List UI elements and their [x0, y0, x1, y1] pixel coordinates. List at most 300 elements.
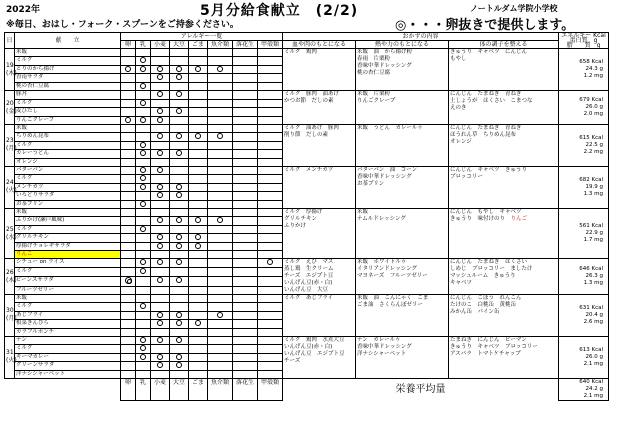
allergen-cell: [189, 362, 208, 371]
day-weekday: (火): [6, 357, 17, 364]
allergen-cell: [121, 345, 136, 354]
allergen-cell: [170, 336, 189, 345]
allergen-cell: [151, 225, 170, 234]
allergen-circle-icon: [157, 277, 163, 283]
allergen-cell: [208, 259, 233, 268]
allergen-cell: [189, 328, 208, 336]
allergen-cell: [189, 259, 208, 268]
dish-name: グリーンサラダ: [15, 362, 121, 371]
day-weekday: (月): [6, 315, 17, 323]
allergen-cell: [233, 125, 258, 133]
okazu-red-text: ミルク 豚肉 油あげ かつお節 だしの素: [284, 91, 339, 104]
allergen-cell: [151, 200, 170, 209]
allergen-cell: [170, 49, 189, 57]
allergen-cell: [170, 259, 189, 268]
allergen-cell: [170, 209, 189, 217]
allergen-cell: [170, 82, 189, 91]
allergen-cell: [208, 192, 233, 201]
allergen-cell: [258, 125, 283, 133]
allergen-cell: [151, 99, 170, 108]
allergen-header-6: 落花生: [233, 41, 258, 49]
okazu-yellow: [356, 336, 449, 378]
allergen-cell: [233, 74, 258, 83]
nutrition-cell: [559, 336, 609, 378]
allergen-circle-icon: [176, 312, 182, 318]
allergen-cell: [121, 150, 136, 159]
dish-name: ビーンズサラダ: [15, 277, 121, 287]
allergen-cell: [189, 192, 208, 201]
allergen-cell: [121, 295, 136, 303]
allergen-cell: [208, 209, 233, 217]
allergen-cell: [233, 166, 258, 175]
nutrition-cell: [559, 209, 609, 259]
okazu-yellow: [356, 259, 449, 295]
okazu-red-text: ミルク あじフライ: [284, 295, 334, 301]
allergen-cell: [233, 303, 258, 312]
allergen-cell: [258, 65, 283, 74]
dish-name: とりのから揚げ: [15, 65, 121, 74]
allergen-cell: [121, 259, 136, 268]
dish-name: グリルチキン: [15, 234, 121, 243]
allergen-cell: [170, 242, 189, 251]
allergen-cell: [208, 133, 233, 142]
nutrition-value: 615 Kcal: [579, 134, 604, 141]
allergen-cell: [258, 345, 283, 354]
allergen-cell: [208, 370, 233, 378]
table-row: [5, 166, 609, 175]
allergen-cell: [121, 320, 136, 329]
allergen-circle-icon: [217, 66, 223, 72]
okazu-green-text: にんじん ごぼう れんこん たけのこ 白桃缶 黄桃缶 みかん缶 パイン缶: [450, 295, 522, 315]
allergen-cell: [151, 125, 170, 133]
allergen-cell: [208, 242, 233, 251]
allergen-cell: [121, 209, 136, 217]
allergen-circle-icon: [157, 234, 163, 240]
allergen-cell: [151, 303, 170, 312]
allergen-header-7: 甲殻類: [258, 41, 283, 49]
allergen-cell: [258, 175, 283, 184]
nutrition-value: 26.0 g: [585, 353, 604, 360]
allergen-cell: [233, 49, 258, 57]
day-date: 20: [6, 99, 14, 107]
allergen-cell: [170, 370, 189, 378]
allergen-cell: [136, 74, 151, 83]
allergen-cell: [121, 91, 136, 100]
allergen-circle-icon: [176, 243, 182, 249]
okazu-yellow-text: 米飯 片栗粉 りんごクレープ: [357, 91, 396, 104]
average-value: 24.2 g: [585, 385, 604, 392]
nutrition-value: 2.6 mg: [583, 318, 604, 325]
day-cell: [5, 295, 15, 337]
allergen-circle-icon: [140, 354, 146, 360]
okazu-green-text: にんじん もやし キャベツ きゅうり 味付けのり: [450, 209, 522, 222]
allergen-cell: [136, 166, 151, 175]
dish-name: オレンジ: [15, 158, 121, 166]
allergen-cell: [170, 108, 189, 117]
menu-header: 献 立: [15, 33, 121, 49]
allergen-circle-icon: [157, 66, 163, 72]
allergen-cell: [170, 91, 189, 100]
okazu-red: [283, 91, 356, 125]
allergen-circle-icon: [157, 259, 163, 265]
allergen-cell: [121, 141, 136, 150]
allergen-cell: [151, 242, 170, 251]
okazu-red-text: ミルク えび マス 蒸し鶏 生クリーム チーズ エジプト豆 いんげん豆(赤・白) いんげん豆 大豆: [284, 259, 334, 293]
allergen-cell: [258, 328, 283, 336]
year-label: 2022年: [6, 5, 41, 15]
allergen-cell: [233, 217, 258, 226]
okazu-yellow: [356, 49, 449, 91]
allergen-cell: [233, 150, 258, 159]
okazu-green: [449, 49, 559, 91]
okazu-green-text: きゅうり キャベツ にんじん もやし: [450, 49, 528, 62]
allergen-cell: [121, 362, 136, 371]
allergen-cell: [208, 234, 233, 243]
okazu-red-header: 血や肉のもとになる: [283, 41, 356, 49]
allergen-cell: [258, 99, 283, 108]
allergen-cell: [121, 370, 136, 378]
allergen-cell: [208, 91, 233, 100]
allergen-circle-icon: [140, 167, 146, 173]
allergen-circle-icon: [176, 150, 182, 156]
allergen-footer-7: 甲殻類: [258, 378, 283, 400]
allergen-cell: [258, 108, 283, 117]
allergen-cell: [151, 141, 170, 150]
allergen-cell: [208, 82, 233, 91]
allergen-header-0: 卵: [121, 41, 136, 49]
allergen-cell: [189, 108, 208, 117]
nutrition-cell: [559, 295, 609, 337]
page-title: 5月分給食献立 (2/2): [200, 3, 359, 19]
allergen-cell: [136, 286, 151, 294]
allergen-cell: [189, 125, 208, 133]
allergen-footer-1: 乳: [136, 378, 151, 400]
allergen-cell: [189, 200, 208, 209]
allergen-circle-icon: [157, 312, 163, 318]
dish-name: 桃の杏仁豆腐: [15, 82, 121, 91]
table-row: [5, 91, 609, 100]
allergen-cell: [121, 251, 136, 259]
allergen-cell: [233, 209, 258, 217]
okazu-red: [283, 49, 356, 91]
egg-free-notice: ◎・・・卵抜きで提供します。: [395, 18, 575, 33]
allergen-cell: [208, 65, 233, 74]
allergen-cell: [233, 141, 258, 150]
allergen-circle-icon: [140, 259, 146, 265]
dish-name: ミルク: [15, 141, 121, 150]
allergen-circle-icon: [217, 217, 223, 223]
nutrition-value: 561 Kcal: [579, 223, 604, 229]
allergen-cell: [233, 133, 258, 142]
dish-name: 米飯: [15, 295, 121, 303]
allergen-cell: [189, 242, 208, 251]
allergen-header-3: 大豆: [170, 41, 189, 49]
nutrition-value: 26.0 g: [585, 104, 604, 110]
allergen-cell: [258, 166, 283, 175]
allergen-cell: [136, 251, 151, 259]
allergen-cell: [233, 65, 258, 74]
allergen-cell: [151, 49, 170, 57]
allergen-cell: [189, 133, 208, 142]
allergen-circle-icon: [140, 175, 146, 181]
allergen-cell: [189, 99, 208, 108]
allergen-circle-icon: [157, 150, 163, 156]
allergen-circle-icon: [176, 320, 182, 326]
allergen-cell: [233, 370, 258, 378]
allergen-cell: [233, 259, 258, 268]
allergen-circle-icon: [157, 91, 163, 97]
allergen-cell: [233, 353, 258, 362]
dish-name: ちりめん昆布: [15, 133, 121, 142]
allergen-circle-icon: [176, 66, 182, 72]
nutrition-value: 679 Kcal: [579, 97, 604, 103]
allergen-cell: [208, 328, 233, 336]
allergen-circle-icon: [140, 150, 146, 156]
allergen-cell: [121, 166, 136, 175]
okazu-green: [449, 259, 559, 295]
allergen-cell: [151, 209, 170, 217]
allergen-cell: [170, 353, 189, 362]
allergen-cell: [208, 200, 233, 209]
allergen-cell: [170, 268, 189, 277]
nutrition-value: 22.9 g: [585, 230, 604, 236]
okazu-red: [283, 209, 356, 259]
allergen-cell: [208, 251, 233, 259]
allergen-cell: [121, 336, 136, 345]
allergen-cell: [208, 158, 233, 166]
allergen-cell: [151, 353, 170, 362]
nutrition-cell: [559, 91, 609, 125]
allergen-cell: [136, 175, 151, 184]
nutrition-cell: [559, 49, 609, 91]
allergen-cell: [151, 259, 170, 268]
allergen-circle-icon: [195, 234, 201, 240]
okazu-group-header: おかずの内容: [283, 33, 559, 41]
allergen-cell: [189, 234, 208, 243]
allergen-cell: [208, 217, 233, 226]
nutrition-value: 1.3 mg: [583, 280, 604, 286]
allergen-cell: [170, 328, 189, 336]
dish-name: シチュー on ライス: [15, 259, 121, 268]
allergen-cell: [170, 345, 189, 354]
allergen-cell: [189, 353, 208, 362]
allergen-cell: [151, 183, 170, 192]
allergen-cell: [170, 125, 189, 133]
allergen-cell: [136, 320, 151, 329]
allergen-cell: [151, 286, 170, 294]
allergen-cell: [121, 49, 136, 57]
allergen-cell: [233, 295, 258, 303]
allergen-cell: [121, 57, 136, 66]
allergen-cell: [189, 65, 208, 74]
allergen-cell: [189, 183, 208, 192]
nutrition-value: 1.2 mg: [583, 73, 604, 79]
allergen-circle-icon: [176, 362, 182, 368]
allergen-cell: [136, 82, 151, 91]
allergen-circle-icon: [140, 57, 146, 63]
allergen-cell: [189, 57, 208, 66]
allergen-cell: [208, 362, 233, 371]
allergen-circle-icon: [157, 192, 163, 198]
allergen-cell: [170, 166, 189, 175]
allergen-cell: [170, 116, 189, 125]
allergen-footer-5: 魚介類: [208, 378, 233, 400]
allergy-group-header: アレルギー一覧: [121, 33, 283, 41]
allergen-circle-icon: [217, 133, 223, 139]
day-header: 日: [5, 33, 15, 49]
allergen-cell: [151, 328, 170, 336]
dish-name: ミルク: [15, 175, 121, 184]
allergen-cell: [233, 200, 258, 209]
day-weekday: (木): [6, 69, 17, 77]
allergen-cell: [136, 370, 151, 378]
allergen-cell: [136, 336, 151, 345]
allergen-cell: [151, 108, 170, 117]
allergen-circle-icon: [176, 192, 182, 198]
allergen-cell: [233, 175, 258, 184]
allergen-cell: [121, 133, 136, 142]
allergen-circle-icon: [140, 142, 146, 148]
allergen-cell: [170, 311, 189, 320]
allergen-cell: [170, 74, 189, 83]
allergen-circle-icon: [176, 277, 182, 283]
allergen-cell: [170, 150, 189, 159]
allergen-cell: [189, 225, 208, 234]
chopsticks-note: ※毎日、おはし・フォーク・スプーンをご持参ください。: [6, 20, 239, 30]
allergen-cell: [136, 277, 151, 287]
day-date: 26: [6, 268, 14, 276]
allergen-cell: [121, 328, 136, 336]
allergen-cell: [170, 183, 189, 192]
allergen-cell: [151, 57, 170, 66]
allergen-cell: [136, 133, 151, 142]
allergen-cell: [136, 259, 151, 268]
allergen-cell: [189, 370, 208, 378]
day-cell: [5, 49, 15, 91]
allergen-cell: [121, 311, 136, 320]
allergen-cell: [121, 175, 136, 184]
dish-name: りんごクレープ: [15, 116, 121, 125]
nutrition-value: 1.7 mg: [583, 237, 604, 243]
okazu-yellow-text: 米飯 油 から揚げ粉 春雨 片栗粉 香味中華ドレッシング 桃の杏仁豆腐: [357, 49, 413, 76]
allergen-cell: [121, 242, 136, 251]
okazu-green-text: にんじん たまねぎ はくさい しめじ ブロッコリー ましたけ マッシュルーム きゅうり キャベツ: [450, 259, 533, 286]
allergen-cell: [136, 57, 151, 66]
okazu-green: [449, 336, 559, 378]
allergen-cell: [121, 225, 136, 234]
okazu-yellow-text: バターパン 油 コーン 香味中華ドレッシング お茶プリン: [357, 166, 418, 187]
allergen-circle-icon: [195, 320, 201, 326]
day-date: 25: [6, 225, 14, 233]
allergen-cell: [189, 74, 208, 83]
allergen-cell: [258, 57, 283, 66]
allergen-circle-icon: [140, 100, 146, 106]
dish-name: フルーツゼリー: [15, 286, 121, 294]
allergen-cell: [151, 192, 170, 201]
allergen-cell: [208, 183, 233, 192]
allergen-cell: [151, 234, 170, 243]
okazu-red-text: ミルク メンチカツ: [284, 166, 334, 173]
okazu-yellow-text: 米飯 ホワイトルゥ イタリアンドレッシング マヨネーズ フルーツゼリー: [357, 259, 428, 279]
day-date: 24: [6, 179, 14, 187]
average-value: 2.1 mg: [583, 392, 604, 399]
allergen-cell: [136, 108, 151, 117]
allergen-cell: [121, 99, 136, 108]
allergen-cell: [136, 49, 151, 57]
allergen-circle-icon: [140, 117, 146, 123]
allergen-circle-icon: [157, 117, 163, 123]
allergen-cell: [121, 268, 136, 277]
allergen-cell: [233, 99, 258, 108]
day-weekday: (火): [6, 187, 17, 195]
allergen-cell: [170, 57, 189, 66]
nutrition-value: 20.4 g: [585, 311, 604, 318]
day-cell: [5, 209, 15, 259]
allergen-cell: [258, 82, 283, 91]
allergen-cell: [170, 295, 189, 303]
allergen-cell: [151, 82, 170, 91]
nutrition-value: 682 Kcal: [579, 176, 604, 183]
allergen-circle-icon: [157, 133, 163, 139]
okazu-yellow-text: 米飯 油 こんにゃく ごま ごま油 さくらんぼゼリー: [357, 295, 429, 308]
allergen-circle-icon: [176, 354, 182, 360]
allergen-cell: [258, 200, 283, 209]
allergen-cell: [170, 200, 189, 209]
allergen-cell: [208, 108, 233, 117]
okazu-green-text: にんじん キャベツ きゅうり ブロッコリー: [450, 166, 528, 180]
allergen-circle-icon: [140, 345, 146, 351]
allergen-cell: [258, 251, 283, 259]
allergen-cell: [233, 336, 258, 345]
okazu-red: [283, 336, 356, 378]
allergen-circle-icon: [176, 337, 182, 343]
okazu-green: [449, 125, 559, 167]
allergen-cell: [208, 303, 233, 312]
allergen-cell: [258, 295, 283, 303]
allergen-cell: [151, 370, 170, 378]
allergen-cell: [258, 141, 283, 150]
allergen-cell: [258, 320, 283, 329]
allergen-cell: [151, 150, 170, 159]
dish-name: 米飯: [15, 209, 121, 217]
allergen-cell: [151, 65, 170, 74]
allergen-footer-3: 大豆: [170, 378, 189, 400]
allergen-cell: [151, 91, 170, 100]
dish-name: ミルク: [15, 225, 121, 234]
allergen-cell: [258, 268, 283, 277]
okazu-red-text: ミルク 鶏肉: [284, 49, 317, 55]
okazu-green: [449, 209, 559, 259]
school-name: ノートルダム学院小学校: [470, 4, 558, 13]
okazu-red-text: ミルク 厚揚げ グリルチキン ふりかけ: [284, 209, 323, 229]
allergen-cell: [136, 141, 151, 150]
allergen-cell: [136, 242, 151, 251]
allergen-cell: [208, 336, 233, 345]
allergen-circle-icon: [176, 217, 182, 223]
day-weekday: (水): [6, 233, 17, 241]
allergen-circle-icon: [140, 303, 146, 309]
allergen-circle-icon: [140, 66, 146, 72]
allergen-cell: [258, 183, 283, 192]
day-date: 30: [6, 307, 14, 315]
dish-name: ミルク: [15, 99, 121, 108]
allergen-cell: [208, 353, 233, 362]
allergen-cell: [233, 108, 258, 117]
nutrition-value: 2.2 mg: [583, 148, 604, 155]
allergen-cell: [258, 209, 283, 217]
allergen-circle-icon: [176, 133, 182, 139]
allergen-cell: [170, 65, 189, 74]
